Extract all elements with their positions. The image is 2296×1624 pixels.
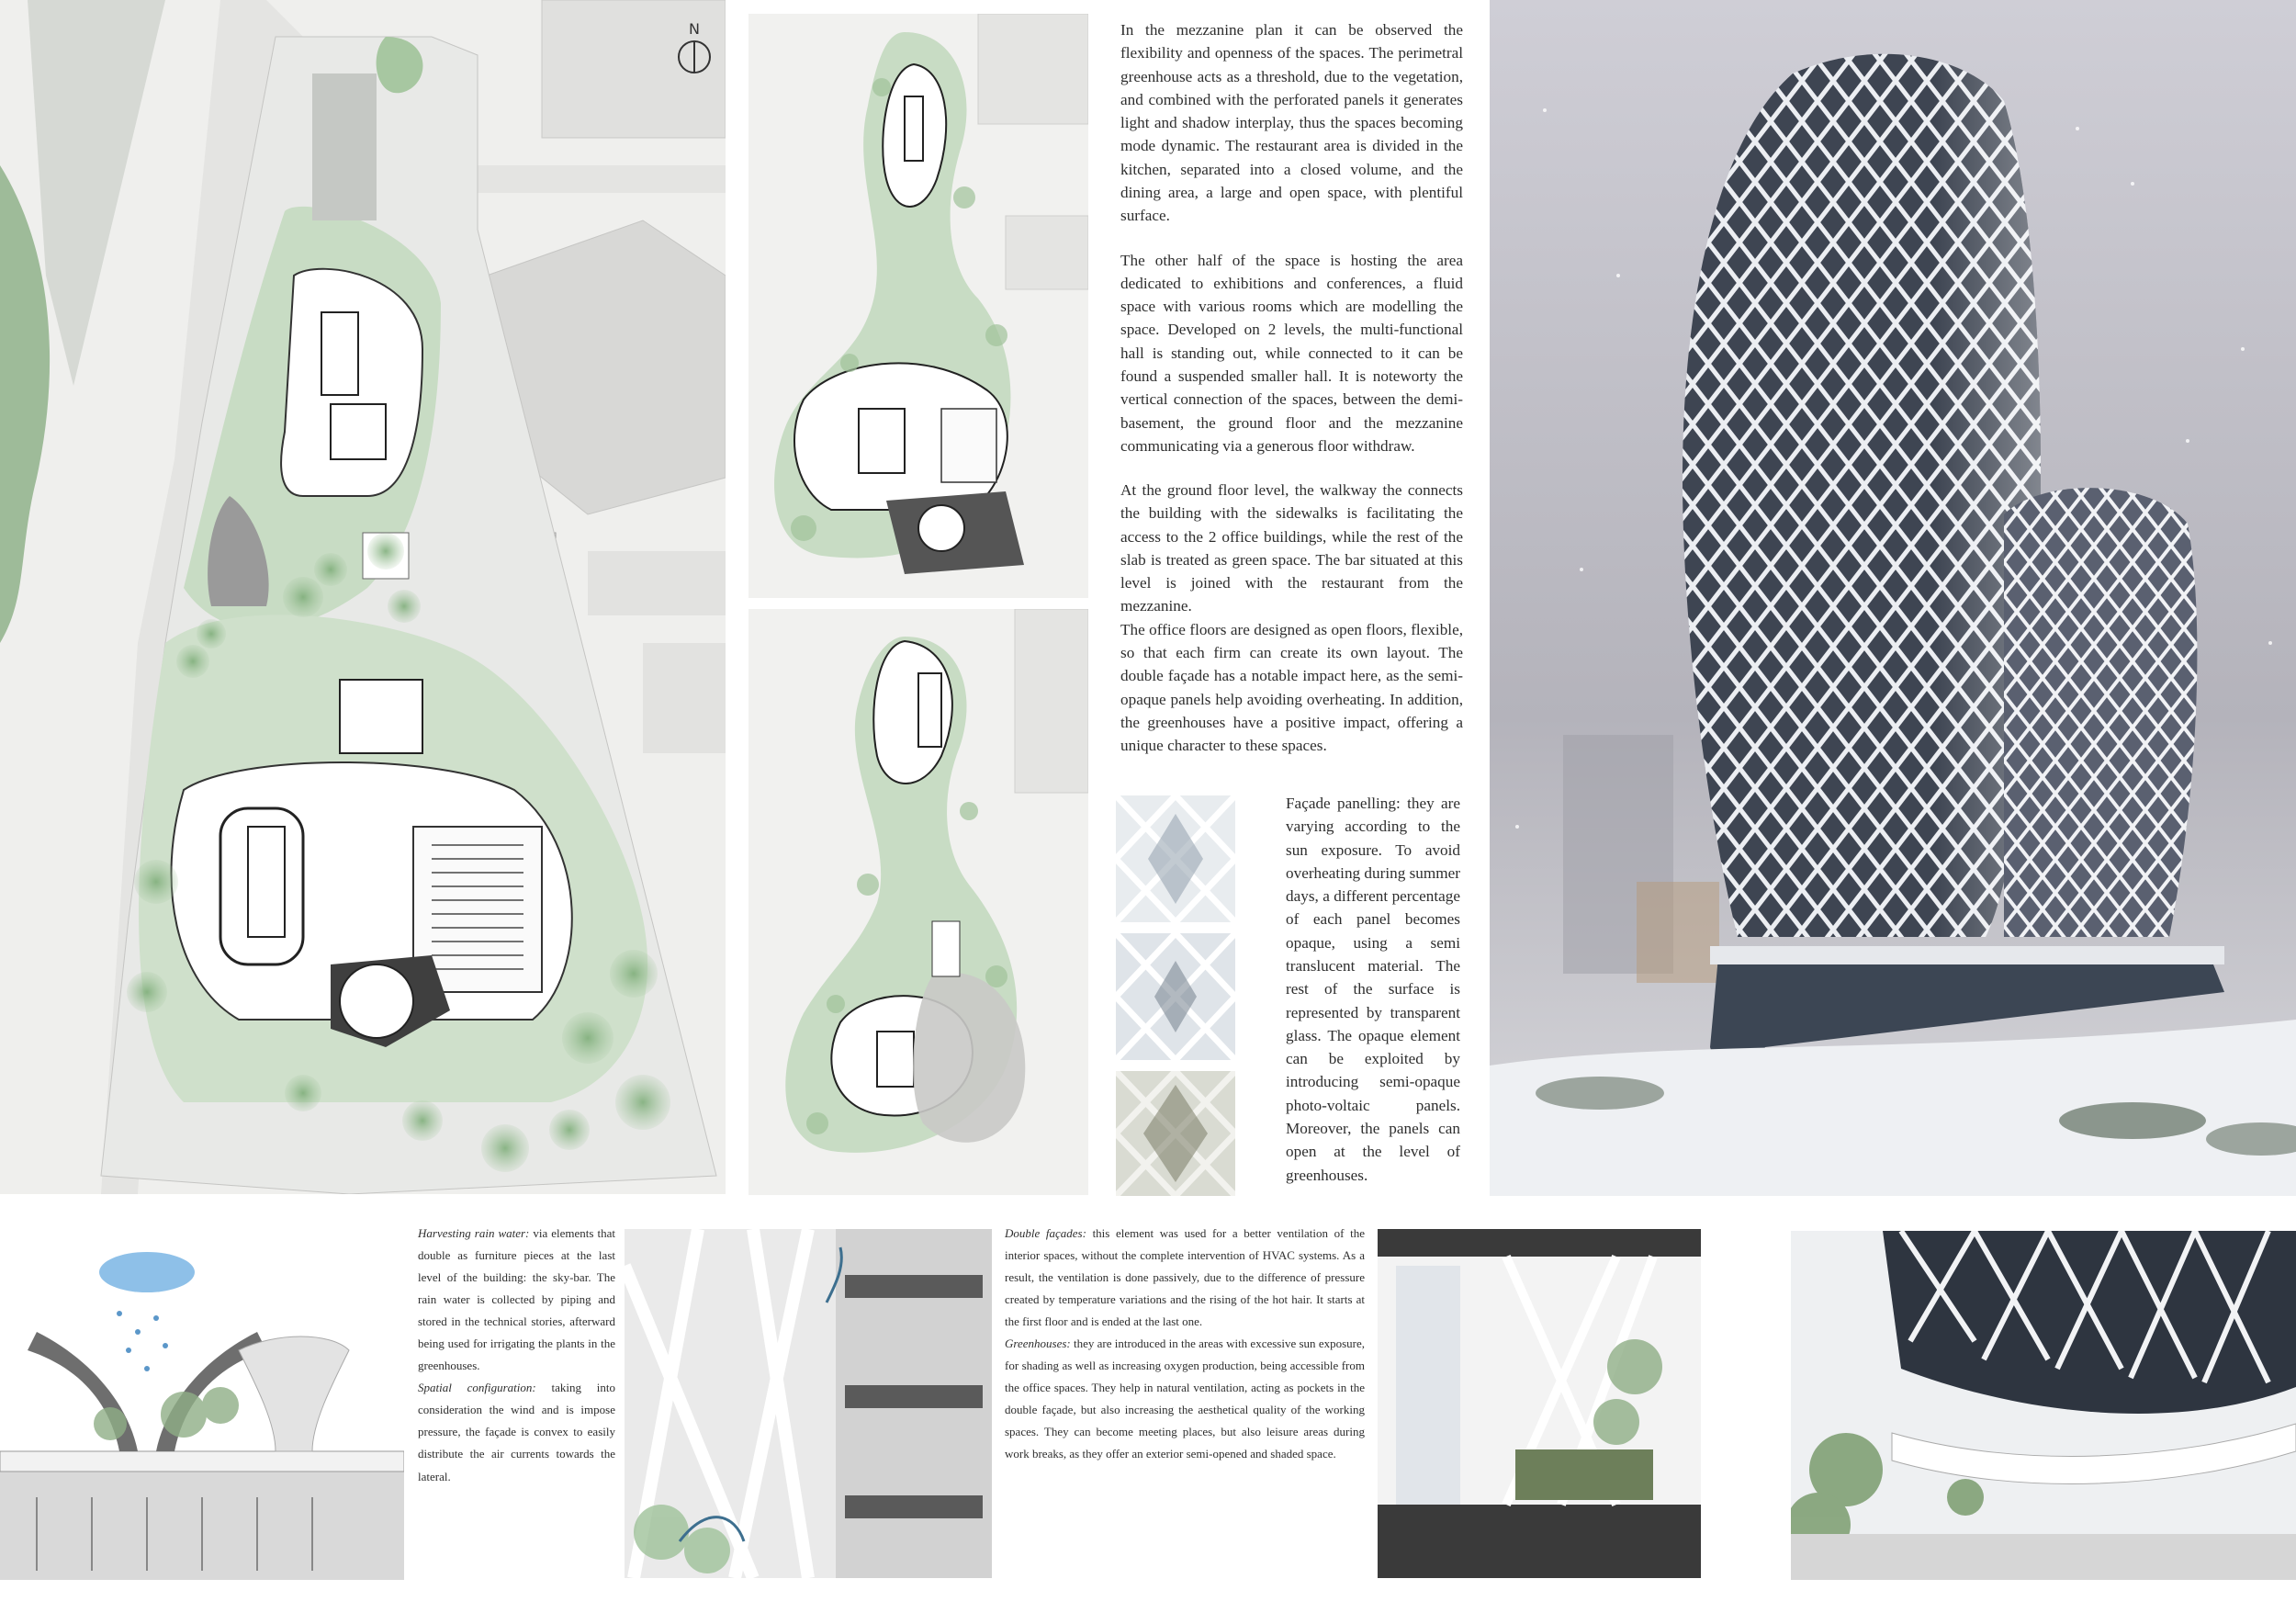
double-facade-label: Double façades: (1005, 1226, 1086, 1240)
rain-water-text (418, 1223, 615, 1488)
facade-panel-sample-3 (1116, 1071, 1235, 1196)
paragraph-exhibition: The other half of the space is hosting the area dedicated to exhibitions and conferences, a fluid space with various rooms which are modelling the space. Developed on 2 levels, the multi-functional hall is standing out, while connected to it can be found a suspended smaller hall. It is noteworty the vertical connection of the spaces, between the demi-basement, the ground floor and the mezzanine communicating via a generous floor withdraw. (1120, 251, 1463, 455)
greenhouse-section-render (1378, 1229, 1701, 1578)
north-arrow (676, 20, 713, 75)
facade-panel-sample-1 (1116, 795, 1235, 922)
paragraph-office-floors: The office floors are designed as open floors, flexible, so that each firm can create its own layout. The double façade has a notable impact here, as the semi-opaque panels help avoiding overheating. In addition, the greenhouses have a positive impact, offering a unique character to these spaces. (1120, 620, 1463, 755)
spatial-configuration-body: taking into consideration the wind and is impose pressure, the façade is convex to easily distribute the air currents towards the lateral. (418, 1381, 615, 1483)
mezzanine-plan (748, 14, 1088, 598)
rain-harvesting-render (0, 1222, 404, 1580)
greenhouses-label: Greenhouses: (1005, 1336, 1071, 1351)
facade-panelling-text: Façade panelling: they are varying according to the sun exposure. To avoid overheating during summer days, a different percentage of each panel becomes opaque, using a semi translucent material. The rest of the surface is represented by transparent glass. The opaque element can be exploited by introducing semi-opaque photo-voltaic panels. Moreover, the panels can open at the level of greenhouses. (1286, 795, 1460, 1184)
spatial-configuration-label: Spatial configuration: (418, 1381, 536, 1395)
double-facade-text (1005, 1223, 1365, 1466)
compass-icon (676, 39, 713, 75)
double-facade-render (625, 1229, 992, 1578)
paragraph-mezzanine: In the mezzanine plan it can be observed the flexibility and openness of the spaces. The perimetral greenhouse acts as a threshold, due to the vegetation, and combined with the perforated panels it generates light and shadow interplay, thus the spaces becoming mode dynamic. The restaurant area is divided in the kitchen, separated into a closed volume, and the dining area, a large and open space, with plentiful surface. (1120, 21, 1463, 225)
rain-water-label: Harvesting rain water: (418, 1226, 530, 1240)
site-plan (0, 0, 726, 1194)
ground-floor-plan (748, 609, 1088, 1195)
double-facade-body: this element was used for a better ventilation of the interior spaces, without the complete intervention of HVAC systems. As a result, the ventilation is done passively, due to the difference of pressure created by temperature variations and the rising of the hot hair. It starts at the first floor and is ended at the last one. (1005, 1226, 1365, 1329)
facade-panel-sample-2 (1116, 933, 1235, 1060)
courtyard-render (1791, 1231, 2296, 1580)
rain-water-body: via elements that double as furniture pieces at the last level of the building: the sky-bar. The rain water is collected by piping and stored in the technical stories, afterward being used for irrigating the plants in the greenhouses. (418, 1226, 615, 1373)
tower-render (1490, 0, 2296, 1196)
main-description (1120, 18, 1463, 757)
greenhouses-body: they are introduced in the areas with excessive sun exposure, for shading as well as increasing oxygen production, being accessible from the office spaces. They help in natural ventilation, acting as pockets in the double façade, but also increasing the aesthetical quality of the working spaces. They can become meeting places, but also leisure areas during work breaks, as they offer an exterior semi-opened and shaded space. (1005, 1336, 1365, 1461)
paragraph-ground-floor: At the ground floor level, the walkway the connects the building with the sidewalks is facilitating the access to the 2 office buildings, while the rest of the slab is treated as green space. The bar situated at this level is joined with the restaurant from the mezzanine. (1120, 481, 1463, 615)
north-label: N (689, 20, 700, 38)
